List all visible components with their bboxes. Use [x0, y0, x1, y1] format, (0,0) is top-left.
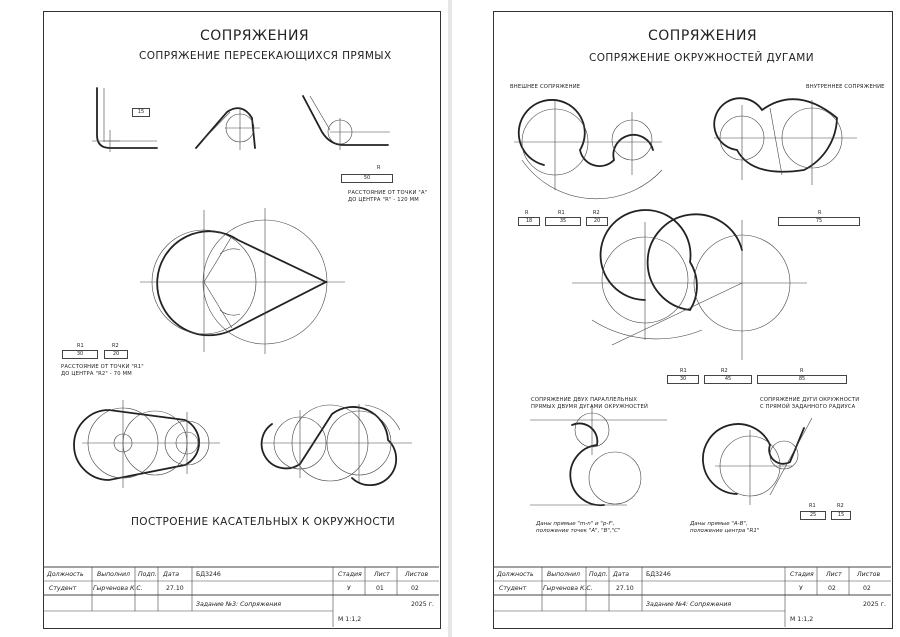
mid-r: 85 — [757, 375, 847, 384]
ext-r2-label: R2 — [593, 210, 600, 216]
stamp-sheets: 02 — [863, 585, 871, 592]
arc-r1-label: R1 — [809, 503, 816, 509]
stamp-name: Гырченова К.С. — [93, 585, 143, 592]
sheet-1-subtitle: СОПРЯЖЕНИЕ ПЕРЕСЕКАЮЩИХСЯ ПРЯМЫХ — [139, 50, 392, 62]
mid-conjugation-outline — [601, 210, 742, 310]
dim-r2: 20 — [104, 350, 128, 359]
stamp-sheet: 02 — [828, 585, 836, 592]
stamp-sheets: 02 — [411, 585, 419, 592]
stamp-h-sign: Подп. — [589, 571, 608, 578]
sheet-2-title: СОПРЯЖЕНИЯ — [648, 28, 758, 44]
sheet-1-title: СОПРЯЖЕНИЯ — [200, 28, 310, 44]
stamp-sheet: 01 — [376, 585, 384, 592]
sheet-2-subtitle: СОПРЯЖЕНИЕ ОКРУЖНОСТЕЙ ДУГАМИ — [589, 52, 814, 64]
stamp-code: БД3246 — [196, 571, 221, 578]
mid-r2-label: R2 — [721, 368, 728, 374]
stamp-h-date: Дата — [613, 571, 630, 578]
ext-label: ВНЕШНЕЕ СОПРЯЖЕНИЕ — [510, 84, 581, 90]
stamp-year: 2025 г. — [863, 601, 886, 608]
stamp-h-sheets: Листов — [857, 571, 881, 578]
arc-r2: 15 — [831, 511, 851, 520]
stamp-code: БД3246 — [646, 571, 671, 578]
dim-r15: 15 — [132, 108, 150, 117]
note-a-line2: ДО ЦЕНТРА "R" - 120 ММ — [348, 197, 419, 203]
stamp-date: 27.10 — [616, 585, 634, 592]
arc-line-label-1: СОПРЯЖЕНИЕ ДУГИ ОКРУЖНОСТИ — [760, 397, 860, 403]
ext-r2: 20 — [586, 217, 608, 226]
stamp-h-done: Выполнил — [97, 571, 130, 578]
bottom-heading: ПОСТРОЕНИЕ КАСАТЕЛЬНЫХ К ОКРУЖНОСТИ — [131, 516, 396, 528]
note-r1-line2: ДО ЦЕНТРА "R2" - 70 ММ — [61, 371, 132, 377]
ext-r: 18 — [518, 217, 540, 226]
ext-r1-label: R1 — [558, 210, 565, 216]
note-r1-line1: РАССТОЯНИЕ ОТ ТОЧКИ "R1" — [61, 364, 144, 370]
stamp-h-sheets: Листов — [405, 571, 429, 578]
sheet-1-drawing — [0, 0, 448, 637]
stamp-stage: У — [799, 585, 803, 592]
parallel-label-2: ПРЯМЫХ ДВУМЯ ДУГАМИ ОКРУЖНОСТЕЙ — [531, 404, 649, 410]
mid-r1: 30 — [667, 375, 699, 384]
stamp-scale: М 1:1,2 — [338, 616, 362, 623]
stamp-h-sign: Подп. — [138, 571, 157, 578]
arc-r2-label: R2 — [837, 503, 844, 509]
given-arc-1: Даны прямые "A-B", — [690, 521, 748, 527]
stamp-task: Задание №4: Сопряжения — [646, 601, 732, 608]
stamp-scale: М 1:1,2 — [790, 616, 814, 623]
stamp-year: 2025 г. — [411, 601, 434, 608]
sheet-1 — [0, 0, 448, 637]
ext-conjugation-outline — [519, 100, 653, 166]
ext-r1: 35 — [545, 217, 581, 226]
parallel-conjugation-outline — [570, 423, 604, 505]
given-parallel-2: положение точек "A", "B","C" — [536, 528, 621, 534]
mid-r-label: R — [800, 368, 804, 374]
dim-r1-label: R1 — [77, 343, 84, 349]
arc-line-label-2: С ПРЯМОЙ ЗАДАННОГО РАДИУСА — [760, 404, 856, 410]
stamp-stage: У — [347, 585, 351, 592]
arc-r1: 25 — [800, 511, 826, 520]
stamp-name: Гырченова К.С. — [543, 585, 593, 592]
stamp-task: Задание №3: Сопряжения — [196, 601, 282, 608]
mid-r1-label: R1 — [680, 368, 687, 374]
stamp-post: Студент — [499, 585, 527, 592]
note-a-line1: РАССТОЯНИЕ ОТ ТОЧКИ "А" — [348, 190, 428, 196]
dim-r50-label: R — [377, 165, 381, 171]
dim-r1: 30 — [62, 350, 98, 359]
stamp-h-post: Должность — [497, 571, 534, 578]
int-r-label: R — [818, 210, 822, 216]
fillet-obtuse-angle — [303, 96, 388, 145]
stamp-h-stage: Стадия — [338, 571, 362, 578]
stamp-h-done: Выполнил — [547, 571, 580, 578]
stamp-date: 27.10 — [166, 585, 184, 592]
sheet-2 — [452, 0, 900, 637]
stamp-post: Студент — [49, 585, 77, 592]
stamp-h-sheet: Лист — [374, 571, 390, 578]
ext-r-label: R — [525, 210, 529, 216]
dim-r50: 50 — [341, 174, 393, 183]
int-r: 75 — [778, 217, 860, 226]
given-arc-2: положение центра "R1" — [690, 528, 760, 534]
stamp-h-date: Дата — [163, 571, 180, 578]
stamp-h-sheet: Лист — [826, 571, 842, 578]
arc-line-conjugation-outline — [703, 424, 804, 494]
stamp-h-stage: Стадия — [790, 571, 814, 578]
dim-r2-label: R2 — [112, 343, 119, 349]
given-parallel-1: Даны прямые "m-n" и "p-f", — [536, 521, 615, 527]
mid-r2: 45 — [704, 375, 752, 384]
stamp-h-post: Должность — [47, 571, 84, 578]
sheet-2-drawing — [452, 0, 900, 637]
int-conjugation-outline — [714, 98, 837, 172]
tangent-outline-main — [157, 231, 326, 335]
s-curve-outline — [262, 407, 397, 485]
parallel-label-1: СОПРЯЖЕНИЕ ДВУХ ПАРАЛЛЕЛЬНЫХ — [531, 397, 638, 403]
int-label: ВНУТРЕННЕЕ СОПРЯЖЕНИЕ — [806, 84, 885, 90]
fillet-right-angle — [97, 88, 157, 148]
